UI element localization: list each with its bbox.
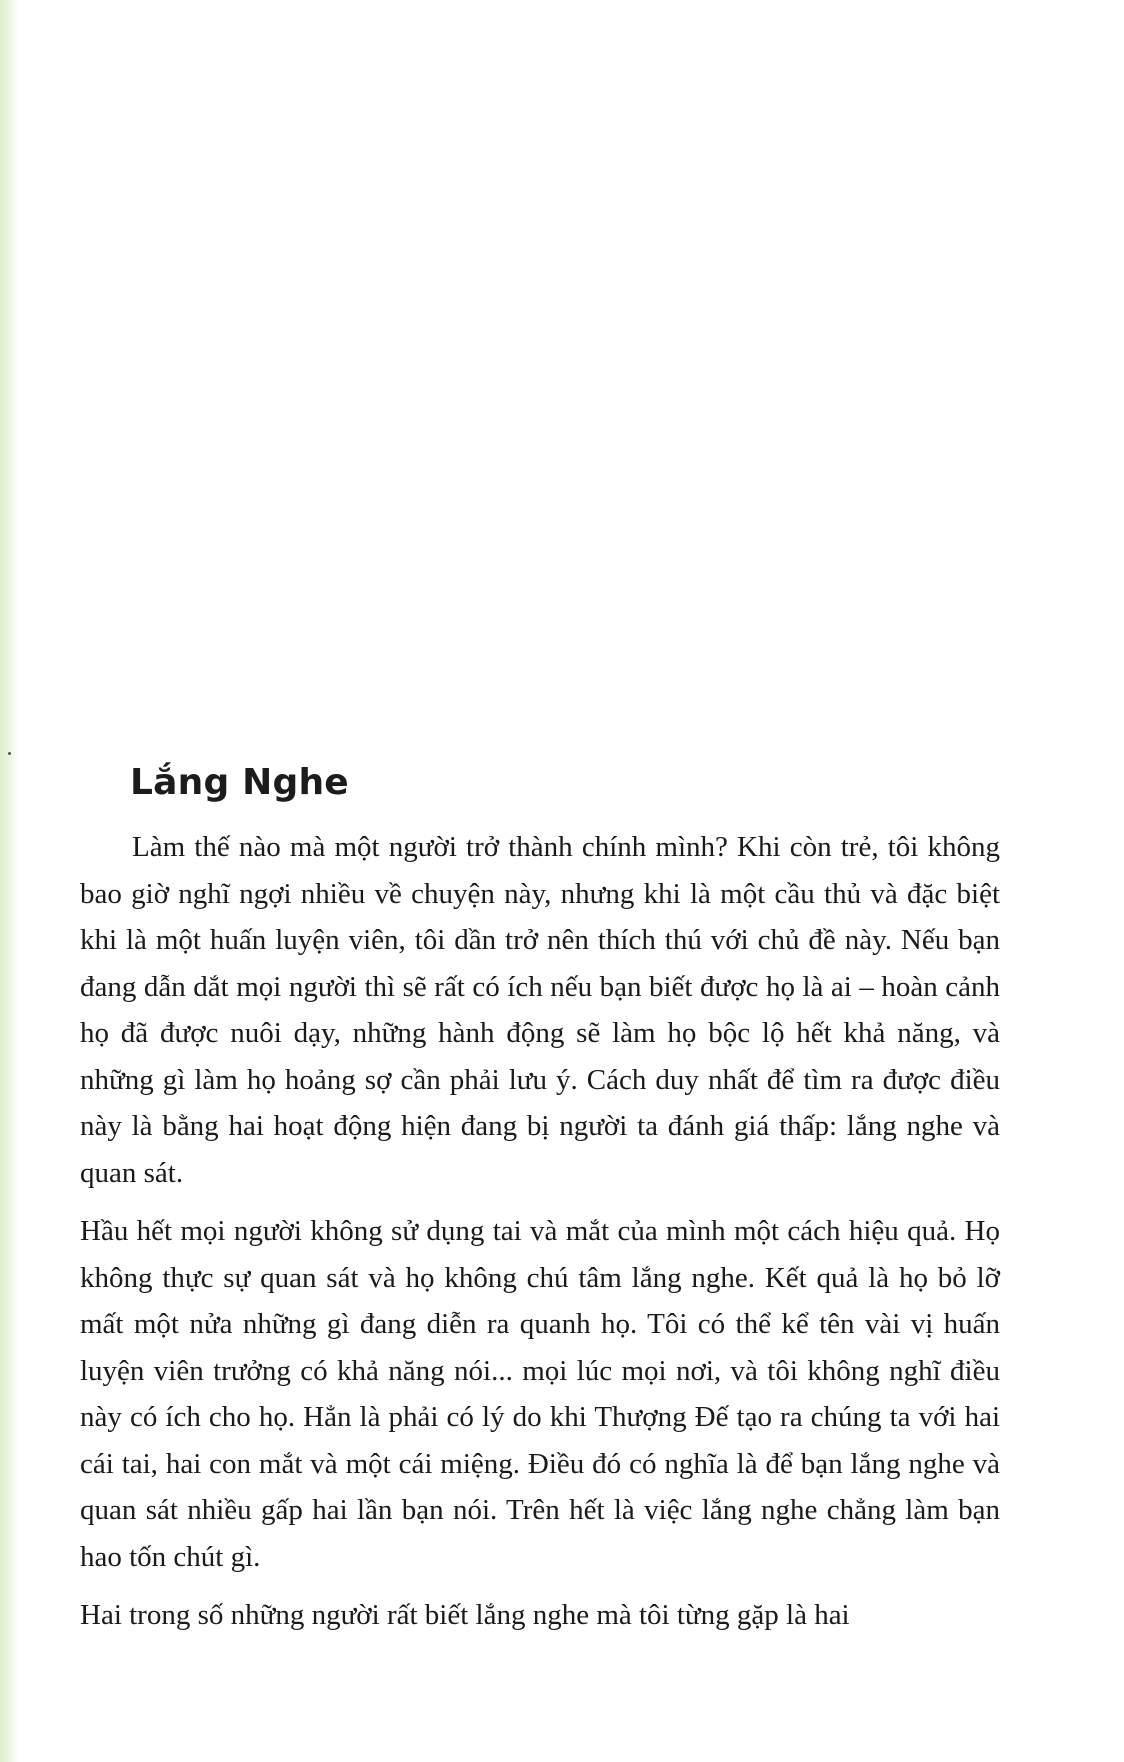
page-edge-tint: [0, 0, 18, 1762]
paragraph-2: Hầu hết mọi người không sử dụng tai và mắt của mình một cách hiệu quả. Họ không thực sự quan sát và họ không chú tâm lắng nghe. Kết quả là họ bỏ lỡ mất một nửa những gì đang diễn ra quanh họ. Tôi có thể kể tên vài vị huấn luyện viên trưởng có khả năng nói... mọi lúc mọi nơi, và tôi không nghĩ điều này có ích cho họ. Hẳn là phải có lý do khi Thượng Đế tạo ra chúng ta với hai cái tai, hai con mắt và một cái miệng. Điều đó có nghĩa là để bạn lắng nghe và quan sát nhiều gấp hai lần bạn nói. Trên hết là việc lắng nghe chẳng làm bạn hao tốn chút gì.: [80, 1215, 1000, 1573]
section-heading: Lắng Nghe: [130, 762, 349, 803]
scan-speck: [8, 752, 11, 755]
paragraph-3: Hai trong số những người rất biết lắng nghe mà tôi từng gặp là hai: [80, 1599, 850, 1631]
paragraph-1: Làm thế nào mà một người trở thành chính mình? Khi còn trẻ, tôi không bao giờ nghĩ ngợi nhiều về chuyện này, nhưng khi là một cầu thủ và đặc biệt khi là một huấn luyện viên, tôi dần trở nên thích thú với chủ đề này. Nếu bạn đang dẫn dắt mọi người thì sẽ rất có ích nếu bạn biết được họ là ai – hoàn cảnh họ đã được nuôi dạy, những hành động sẽ làm họ bộc lộ hết khả năng, và những gì làm họ hoảng sợ cần phải lưu ý. Cách duy nhất để tìm ra được điều này là bằng hai hoạt động hiện đang bị người ta đánh giá thấp: lắng nghe và quan sát.: [80, 831, 1000, 1189]
body-text: [80, 824, 1000, 1639]
